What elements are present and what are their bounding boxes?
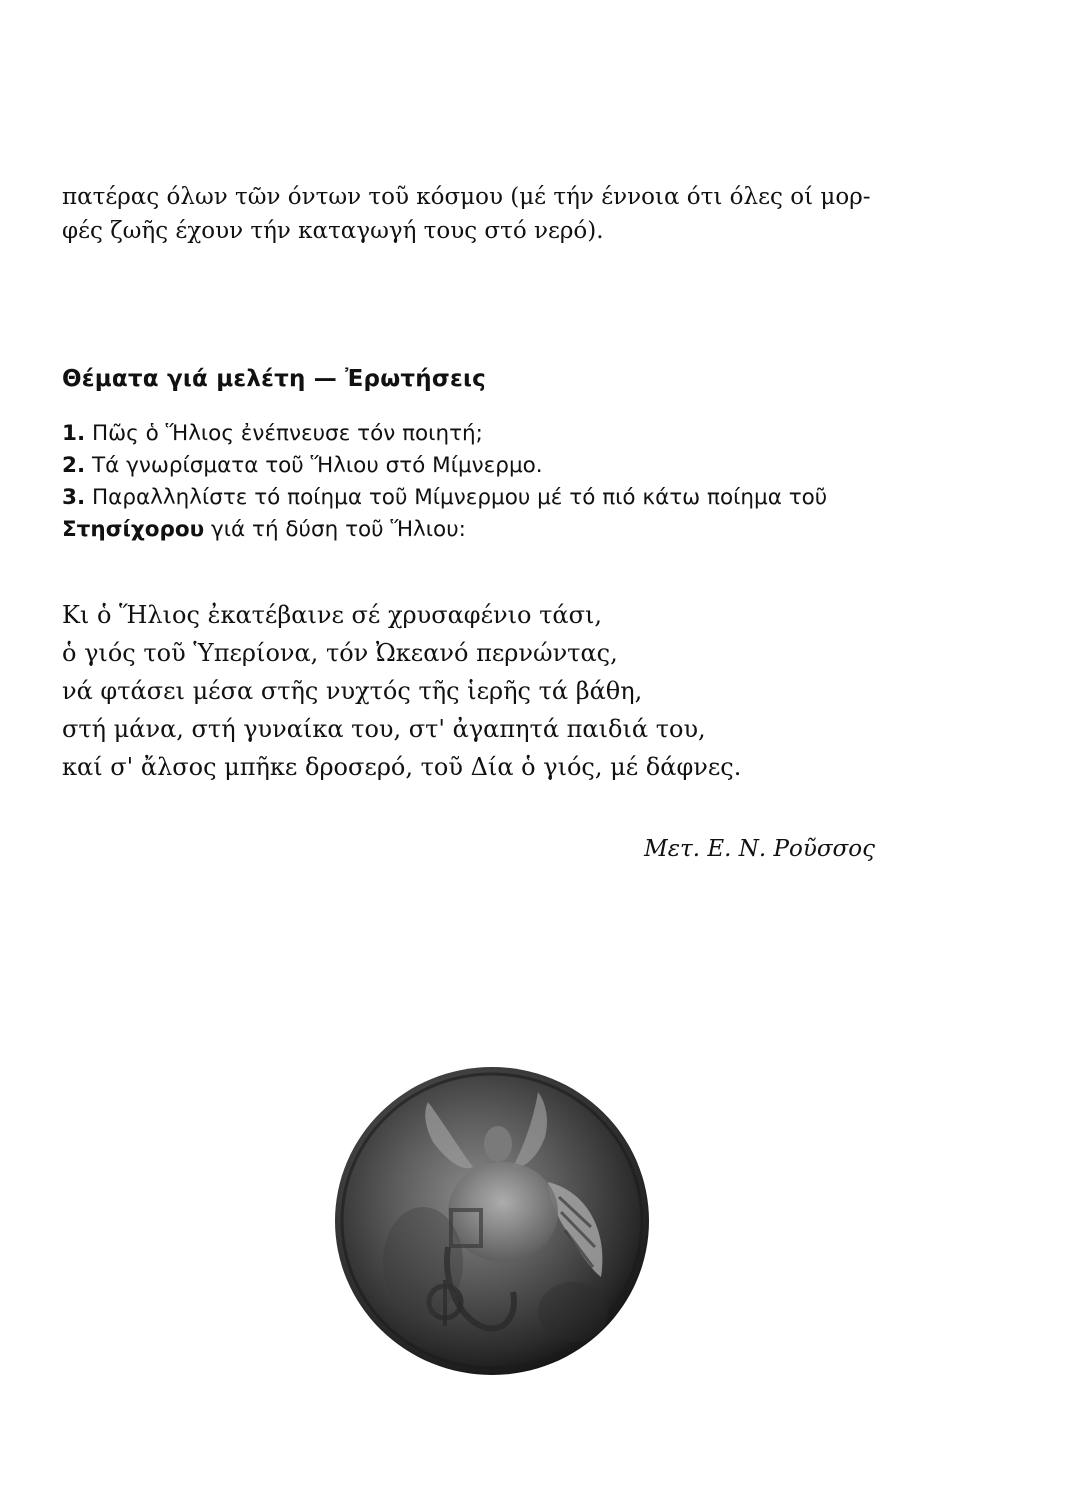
poem-line: νά φτάσει μέσα στῆς νυχτός τῆς ἱερῆς τά βάθη, [62, 677, 643, 705]
translator-credit: Μετ. Ε. Ν. Ροῦσσος [644, 836, 875, 862]
question-text: Παραλληλίστε τό ποίημα τοῦ Μίμνερμου μέ τό πιό κάτω ποίημα τοῦ [91, 485, 828, 510]
question-number: 1. [62, 421, 86, 446]
coin-image [333, 1062, 651, 1380]
question-item [62, 418, 922, 450]
question-item [62, 482, 922, 514]
questions-list [62, 418, 922, 546]
poem [62, 596, 922, 786]
section-heading: Θέματα γιά μελέτη — Ἐρωτήσεις [62, 366, 486, 392]
poem-line: στή μάνα, στή γυναίκα του, στ' ἀγαπητά παιδιά του, [62, 715, 706, 743]
intro-line-1: πατέρας όλων τῶν όντων τοῦ κόσμου (μέ τήν έννοια ότι όλες οί μορ- [62, 184, 871, 210]
poem-line: καί σ' ἄλσος μπῆκε δροσερό, τοῦ Δία ὁ γιός, μέ δάφνες. [62, 753, 742, 781]
intro-paragraph [62, 180, 922, 248]
question-text: Τά γνωρίσματα τοῦ Ἥλιου στό Μίμνερμο. [91, 453, 543, 478]
question-text: Πῶς ὁ Ἥλιος ἐνέπνευσε τόν ποιητή; [91, 421, 483, 446]
question-number: 3. [62, 485, 86, 510]
poet-name: Στησίχορου [62, 517, 205, 542]
intro-line-2: φές ζωῆς έχουν τήν καταγωγή τους στό νερό). [62, 218, 604, 244]
ancient-coin-icon [333, 1062, 651, 1380]
question-continuation [62, 514, 922, 546]
question-item [62, 450, 922, 482]
poem-line: ὁ γιός τοῦ Ὑπερίονα, τόν Ὠκεανό περνώντας, [62, 639, 618, 667]
question-number: 2. [62, 453, 86, 478]
poem-line: Κι ὁ Ἥλιος ἐκατέβαινε σέ χρυσαφένιο τάσι, [62, 601, 603, 629]
question-continuation-text: γιά τή δύση τοῦ Ἥλιου: [204, 517, 466, 542]
